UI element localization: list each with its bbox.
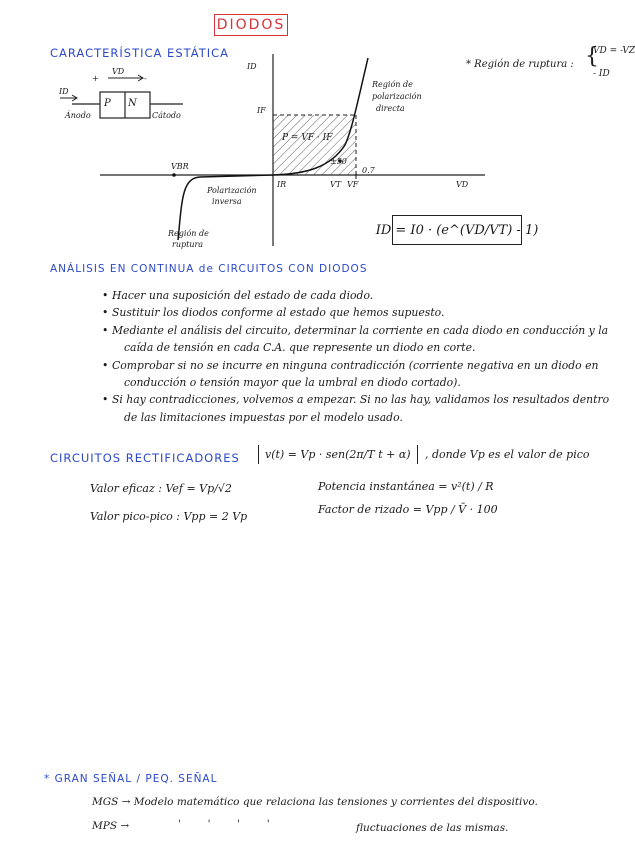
page-title: DIODOS bbox=[214, 14, 288, 36]
rupture-region-label-1: Región de bbox=[168, 229, 209, 238]
ripple-factor: Factor de rizado = Vpp / V̄ · 100 bbox=[318, 503, 498, 516]
list-item-continuation: caída de tensión en cada C.A. que represente un diodo en corte. bbox=[124, 341, 476, 355]
diode-equation: ID = I0 · (e^(VD/VT) - 1) bbox=[392, 215, 522, 245]
diode-voltage-label: VD bbox=[112, 67, 125, 76]
rupture-note-line1: VD = -VZ bbox=[593, 46, 635, 56]
list-item: • Comprobar si no se incurre en ninguna contradicción (corriente negativa en un diodo en bbox=[112, 357, 612, 374]
analysis-steps-list bbox=[112, 287, 612, 426]
cathode-label: Cátodo bbox=[152, 111, 181, 120]
rupture-note-line2: - ID bbox=[593, 69, 610, 79]
vt-label: VT bbox=[330, 180, 342, 189]
instant-power: Potencia instantánea = v²(t) / R bbox=[318, 480, 494, 493]
diode-plus: + bbox=[92, 74, 99, 83]
heading-large-small-signal: * GRAN SEÑAL / PEQ. SEÑAL bbox=[44, 773, 218, 785]
vf-label: VF bbox=[347, 180, 359, 189]
list-item: • Sustituir los diodos conforme al estado que hemos supuesto. bbox=[112, 304, 612, 321]
mps-ditto-marks: ' ' ' ' bbox=[178, 818, 270, 830]
list-item-continuation: conducción o tensión mayor que la umbral en diodo cortado). bbox=[124, 376, 461, 390]
list-item: • Hacer una suposición del estado de cada diodo. bbox=[112, 287, 612, 304]
diode-minus: - bbox=[144, 74, 147, 83]
diode-current-label: ID bbox=[59, 87, 69, 96]
direct-region-label-3: directa bbox=[376, 104, 405, 113]
mps-label: MPS → bbox=[92, 820, 130, 832]
power-area bbox=[273, 115, 356, 175]
ir-label: IR bbox=[277, 180, 287, 189]
heading-dc-analysis: ANÁLISIS EN CONTINUA de CIRCUITOS CON DIODOS bbox=[50, 263, 368, 275]
heading-rectifier-circuits: CIRCUITOS RECTIFICADORES bbox=[50, 451, 240, 465]
diode-p-label: P bbox=[104, 98, 111, 109]
inverse-label-1: Polarización bbox=[207, 186, 257, 195]
signal-equation-note: , donde Vp es el valor de pico bbox=[425, 448, 590, 461]
mps-definition: fluctuaciones de las mismas. bbox=[356, 822, 509, 834]
vbr-label: VBR bbox=[171, 162, 189, 171]
direct-region-label-2: polarización bbox=[372, 92, 422, 101]
heading-static-characteristic: CARACTERÍSTICA ESTÁTICA bbox=[50, 46, 230, 60]
rupture-note-brace: { bbox=[585, 44, 599, 69]
inverse-label-2: inversa bbox=[212, 197, 242, 206]
vf-value-label: 0.7 bbox=[362, 166, 375, 175]
rms-value: Valor eficaz : Vef = Vp/√2 bbox=[90, 482, 232, 495]
direct-region-label-1: Región de bbox=[372, 80, 413, 89]
rupture-note-label: * Región de ruptura : bbox=[466, 59, 574, 70]
axis-id-label: ID bbox=[247, 62, 257, 71]
if-label: IF bbox=[257, 106, 266, 115]
diode-n-label: N bbox=[128, 98, 137, 109]
list-item: • Mediante el análisis del circuito, determinar la corriente en cada diodo en conducción y la bbox=[112, 322, 612, 339]
anode-label: Ánodo bbox=[65, 111, 91, 120]
rupture-region-label-2: ruptura bbox=[172, 240, 204, 249]
mgs-definition: MGS → Modelo matemático que relaciona las tensiones y corrientes del dispositivo. bbox=[92, 796, 538, 808]
signal-equation: v(t) = Vp · sen(2π/T t + α) bbox=[258, 445, 418, 464]
peak-to-peak-value: Valor pico-pico : Vpp = 2 Vp bbox=[90, 510, 248, 523]
power-label: P = VF · IF bbox=[282, 133, 333, 143]
axis-vd-label: VD bbox=[456, 180, 469, 189]
list-item-continuation: de las limitaciones impuestas por el modelo usado. bbox=[124, 410, 403, 424]
list-item: • Si hay contradicciones, volvemos a empezar. Si no las hay, validamos los resultados dentro bbox=[112, 391, 612, 408]
percent-label: ±50 bbox=[330, 157, 347, 166]
